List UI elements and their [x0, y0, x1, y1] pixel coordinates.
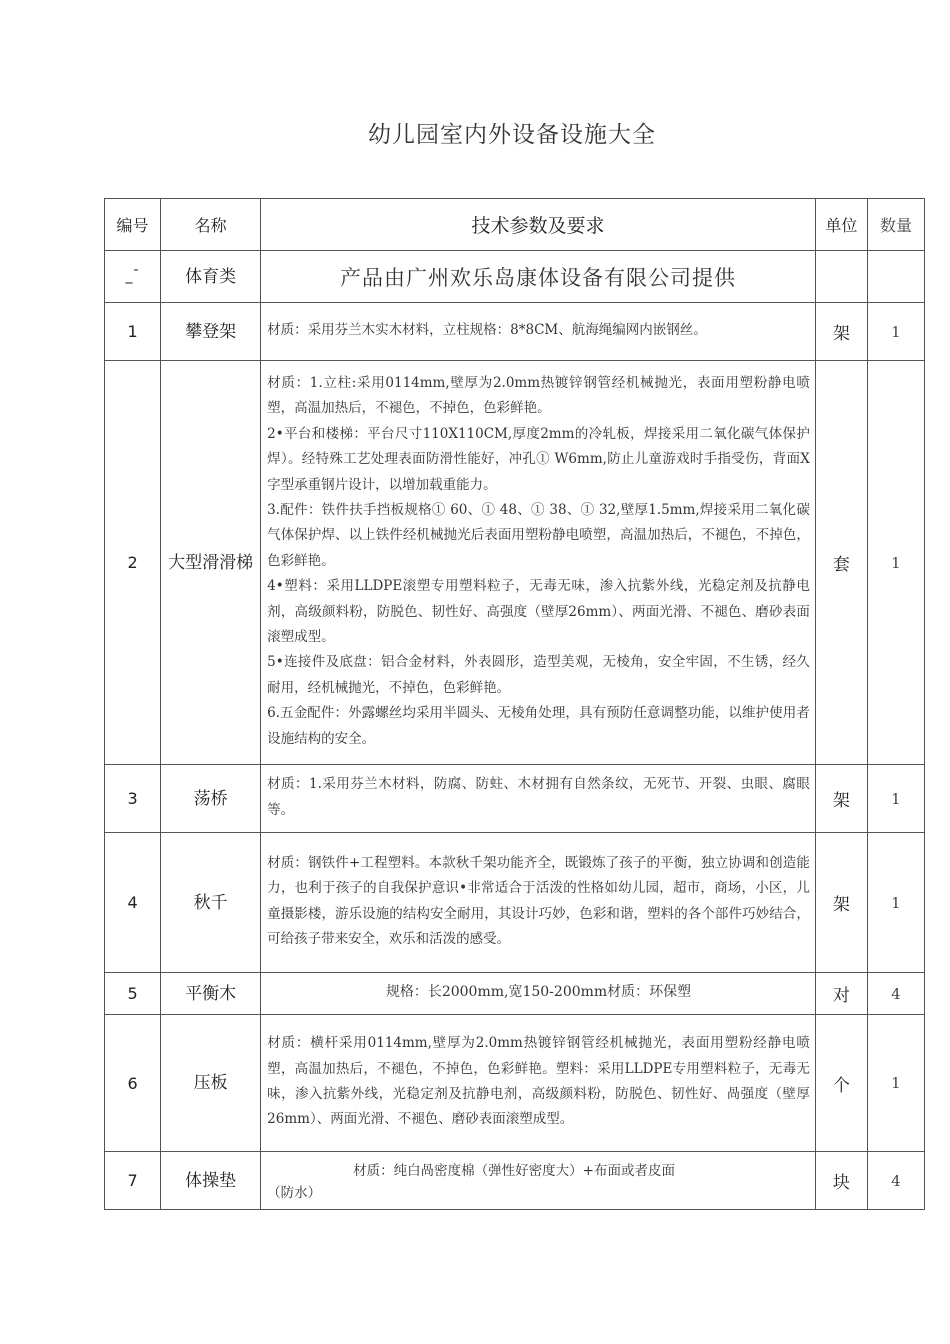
supplier-note: 产品由广州欢乐岛康体设备有限公司提供	[261, 251, 816, 303]
tech-line: 5•连接件及底盘：铝合金材料，外表圆形，造型美观，无棱角，安全牢固，不生锈，经久耐用，经机械抛光，不掉色，色彩鲜艳。	[267, 654, 810, 696]
row-qty: 4	[867, 973, 924, 1015]
row-tech	[261, 765, 816, 833]
row-name: 体操垫	[161, 1152, 261, 1210]
equipment-table	[104, 198, 925, 1210]
row-no: 6	[105, 1015, 161, 1152]
table-row	[105, 765, 925, 833]
tech-line: 材质：1.立柱:采用0114mm,壁厚为2.0mm热镀锌钢管经机械抛光，表面用塑粉静电喷塑，高温加热后，不褪色，不掉色，色彩鲜艳。	[267, 374, 810, 417]
category-name: 体育类	[161, 251, 261, 303]
row-qty: 1	[867, 1015, 924, 1152]
row-tech	[261, 833, 816, 973]
tech-line: 材质：横杆采用0114mm,壁厚为2.0mm热镀锌钢管经机械抛光，表面用塑粉经静电喷塑，高温加热后，不褪色，不掉色，色彩鲜艳。塑料：采用LLDPE专用塑料粒子，无毒无味，渗入抗紫外线，光稳定剂及抗静电剂，高级颜料粉，防脱色、韧性好、咼强度（壁厚26mm）、两面光滑、不褪色、磨砂表面滚塑成型。	[267, 1035, 810, 1128]
table-row	[105, 361, 925, 765]
row-qty: 1	[867, 833, 924, 973]
tech-line: 材质：钢铁件+工程塑料。本款秋千架功能齐全，既锻炼了孩子的平衡，独立协调和创造能力，也利于孩子的自我保护意识•非常适合于活泼的性格如幼儿园，超市，商场，小区，儿童摄影楼，游乐设施的结构安全耐用，其设计巧妙，色彩和谐，塑料的各个部件巧妙结合，可给孩子带来安全，欢乐和活泼的感受。	[267, 854, 810, 947]
row-tech	[261, 973, 816, 1015]
category-qty-cell	[867, 251, 924, 303]
tech-line: （防水）	[267, 1184, 322, 1201]
header-tech: 技术参数及要求	[261, 199, 816, 251]
row-unit: 套	[815, 361, 867, 765]
row-no: 2	[105, 361, 161, 765]
row-unit: 对	[815, 973, 867, 1015]
table-row	[105, 1015, 925, 1152]
header-no: 编号	[105, 199, 161, 251]
header-name: 名称	[161, 199, 261, 251]
row-tech	[261, 1152, 816, 1210]
row-name: 攀登架	[161, 303, 261, 361]
row-qty: 1	[867, 765, 924, 833]
page-title: 幼儿园室内外设备设施大全	[368, 122, 656, 148]
header-unit: 单位	[815, 199, 867, 251]
row-unit: 块	[815, 1152, 867, 1210]
category-row	[105, 251, 925, 303]
row-no: 3	[105, 765, 161, 833]
row-name: 平衡木	[161, 973, 261, 1015]
row-no: 1	[105, 303, 161, 361]
row-unit: 架	[815, 833, 867, 973]
table-row	[105, 973, 925, 1015]
tech-line: 2•平台和楼梯：平台尺寸110X110CM,厚度2mm的冷轧板，焊接采用二氧化碳气体保护焊）。经特殊工艺处理表面防滑性能好，冲孔① W6mm,防止儿童游戏时手指受伤，背面X字型承重钢片设计，以增加载重能力。	[267, 425, 810, 493]
header-qty: 数量	[867, 199, 924, 251]
category-no: _¯	[105, 251, 161, 303]
row-unit: 架	[815, 765, 867, 833]
row-unit: 个	[815, 1015, 867, 1152]
row-unit: 架	[815, 303, 867, 361]
row-tech	[261, 361, 816, 765]
row-qty: 1	[867, 361, 924, 765]
table-row	[105, 833, 925, 973]
tech-line: 材质：纯白咼密度棉（弹性好密度大）+布面或者皮面	[353, 1162, 675, 1179]
tech-line: 规格：长2000mm,宽150-200mm材质：环保塑	[385, 983, 692, 1000]
row-name: 秋千	[161, 833, 261, 973]
row-name: 大型滑滑梯	[161, 361, 261, 765]
row-tech	[261, 1015, 816, 1152]
table-row	[105, 1152, 925, 1210]
tech-line: 材质：1.采用芬兰木材料，防腐、防蛀、木材拥有自然条纹，无死节、开裂、虫眼、腐眼等。	[267, 776, 810, 818]
row-tech	[261, 303, 816, 361]
tech-line: 4•塑料：采用LLDPE滚塑专用塑料粒子，无毒无味，渗入抗紫外线，光稳定剂及抗静电剂，高级颜料粉，防脱色、韧性好、高强度（壁厚26mm）、两面光滑、不褪色、磨砂表面滚塑成型。	[267, 578, 810, 646]
table-header-row	[105, 199, 925, 251]
row-name: 压板	[161, 1015, 261, 1152]
category-unit-cell	[815, 251, 867, 303]
tech-line: 6.五金配件：外露螺丝均采用半圆头、无棱角处理，具有预防任意调整功能，以维护使用者设施结构的安全。	[267, 705, 810, 747]
table-row	[105, 303, 925, 361]
row-name: 荡桥	[161, 765, 261, 833]
row-qty: 4	[867, 1152, 924, 1210]
row-no: 7	[105, 1152, 161, 1210]
tech-line: 材质：采用芬兰木实木材料，立柱规格：8*8CM、航海绳编网内嵌钢丝。	[267, 321, 707, 338]
tech-line: 3.配件：铁件扶手挡板规格① 60、① 48、① 38、① 32,壁厚1.5mm,焊接采用二氧化碳气体保护焊、以上铁件经机械抛光后表面用塑粉静电喷塑，高温加热后，不褪色，不掉色，色彩鲜艳。	[267, 501, 810, 569]
row-no: 5	[105, 973, 161, 1015]
row-no: 4	[105, 833, 161, 973]
row-qty: 1	[867, 303, 924, 361]
